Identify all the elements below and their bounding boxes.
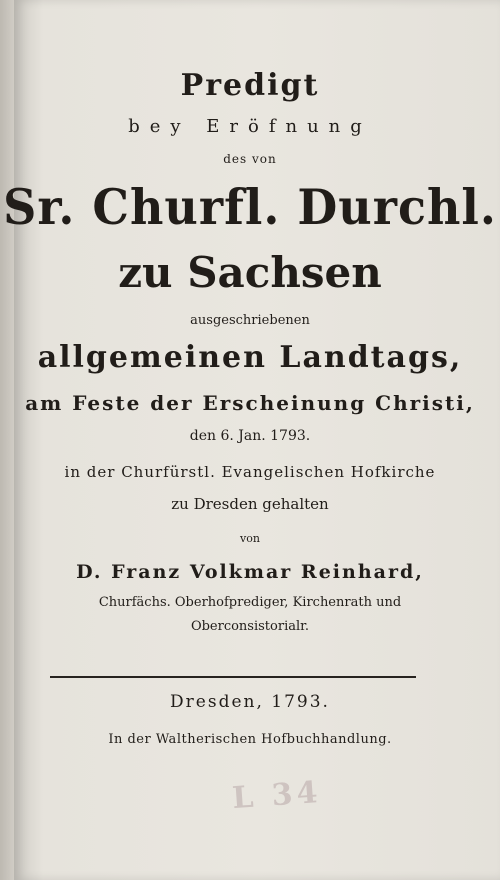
text-feste: am Feste der Erscheinung Christi, xyxy=(25,391,475,415)
text-hofkirche: in der Churfürstl. Evangelischen Hofkirche xyxy=(64,463,436,481)
text-dresden-gehalten: zu Dresden gehalten xyxy=(171,495,329,513)
text-date: den 6. Jan. 1793. xyxy=(189,428,311,444)
library-stamp: L 34 xyxy=(231,774,323,817)
text-ausgeschriebenen: ausgeschriebenen xyxy=(190,313,310,328)
imprint-publisher: In der Waltherischen Hofbuchhandlung. xyxy=(108,732,392,747)
heading-churfl-durchl: Sr. Churfl. Durchl. xyxy=(3,178,497,236)
heading-zu-sachsen: zu Sachsen xyxy=(118,248,382,297)
subtitle-eroefnung: bey Eröfnung xyxy=(128,116,372,137)
title-predigt: Predigt xyxy=(180,68,320,103)
subtitle-des-von: des von xyxy=(223,152,277,166)
author-title-line1: Churfächs. Oberhofprediger, Kirchenrath und xyxy=(98,595,402,610)
author-name: D. Franz Volkmar Reinhard, xyxy=(76,561,424,583)
heading-landtags: allgemeinen Landtags, xyxy=(37,340,463,375)
text-von: von xyxy=(240,532,260,545)
author-title-line2: Oberconsistorialr. xyxy=(190,619,310,634)
horizontal-rule xyxy=(50,676,416,678)
imprint-place-year: Dresden, 1793. xyxy=(170,692,330,712)
